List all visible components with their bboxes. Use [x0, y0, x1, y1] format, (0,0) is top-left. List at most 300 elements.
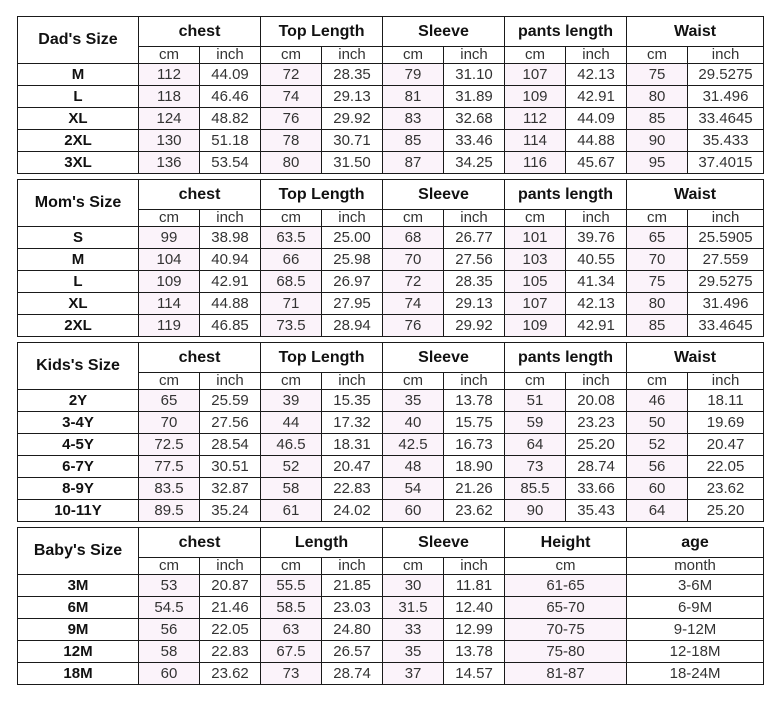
measurement-cell: 30 — [383, 575, 444, 597]
unit-label: cm — [261, 210, 322, 227]
unit-label: inch — [322, 558, 383, 575]
unit-label: inch — [566, 373, 627, 390]
unit-label: cm — [505, 210, 566, 227]
measurement-cell: 37.4015 — [688, 152, 764, 174]
column-group-header: Height — [505, 528, 627, 558]
column-group-header: chest — [139, 17, 261, 47]
measurement-cell: 70 — [383, 249, 444, 271]
measurement-cell: 85 — [627, 108, 688, 130]
column-group-header: Waist — [627, 180, 764, 210]
measurement-cell: 15.35 — [322, 390, 383, 412]
column-group-header: pants length — [505, 343, 627, 373]
measurement-cell: 46 — [627, 390, 688, 412]
size-label: 2XL — [18, 130, 139, 152]
measurement-cell: 27.95 — [322, 293, 383, 315]
table-row — [18, 412, 764, 434]
measurement-cell: 3-6M — [627, 575, 764, 597]
size-label: 3M — [18, 575, 139, 597]
measurement-cell: 42.13 — [566, 293, 627, 315]
measurement-cell: 83.5 — [139, 478, 200, 500]
measurement-cell: 35.433 — [688, 130, 764, 152]
measurement-cell: 101 — [505, 227, 566, 249]
table-row — [18, 641, 764, 663]
column-group-header: Top Length — [261, 180, 383, 210]
measurement-cell: 38.98 — [200, 227, 261, 249]
measurement-cell: 25.20 — [688, 500, 764, 522]
measurement-cell: 76 — [261, 108, 322, 130]
size-table — [17, 527, 764, 685]
unit-label: inch — [688, 47, 764, 64]
measurement-cell: 22.05 — [200, 619, 261, 641]
measurement-cell: 33.4645 — [688, 108, 764, 130]
measurement-cell: 53 — [139, 575, 200, 597]
measurement-cell: 21.26 — [444, 478, 505, 500]
measurement-cell: 64 — [627, 500, 688, 522]
measurement-cell: 79 — [383, 64, 444, 86]
measurement-cell: 24.80 — [322, 619, 383, 641]
measurement-cell: 72 — [261, 64, 322, 86]
column-group-header: pants length — [505, 17, 627, 47]
measurement-cell: 60 — [383, 500, 444, 522]
unit-label: inch — [200, 558, 261, 575]
measurement-cell: 29.92 — [444, 315, 505, 337]
measurement-cell: 85 — [627, 315, 688, 337]
measurement-cell: 27.56 — [200, 412, 261, 434]
size-label: XL — [18, 293, 139, 315]
measurement-cell: 118 — [139, 86, 200, 108]
unit-label: inch — [322, 373, 383, 390]
unit-label: inch — [200, 373, 261, 390]
measurement-cell: 18.90 — [444, 456, 505, 478]
size-label: S — [18, 227, 139, 249]
measurement-cell: 90 — [627, 130, 688, 152]
measurement-cell: 22.83 — [200, 641, 261, 663]
measurement-cell: 75-80 — [505, 641, 627, 663]
size-label: 2XL — [18, 315, 139, 337]
unit-label: cm — [627, 47, 688, 64]
unit-label: month — [627, 558, 764, 575]
measurement-cell: 25.98 — [322, 249, 383, 271]
size-label: M — [18, 64, 139, 86]
measurement-cell: 51.18 — [200, 130, 261, 152]
table-row — [18, 152, 764, 174]
size-label: 6-7Y — [18, 456, 139, 478]
measurement-cell: 65-70 — [505, 597, 627, 619]
measurement-cell: 67.5 — [261, 641, 322, 663]
size-label: 2Y — [18, 390, 139, 412]
measurement-cell: 58.5 — [261, 597, 322, 619]
measurement-cell: 42.5 — [383, 434, 444, 456]
column-group-header: chest — [139, 343, 261, 373]
size-table — [17, 342, 764, 522]
table-row — [18, 293, 764, 315]
measurement-cell: 17.32 — [322, 412, 383, 434]
measurement-cell: 68.5 — [261, 271, 322, 293]
measurement-cell: 61 — [261, 500, 322, 522]
measurement-cell: 58 — [139, 641, 200, 663]
column-group-header: Top Length — [261, 17, 383, 47]
measurement-cell: 23.62 — [200, 663, 261, 685]
unit-label: cm — [261, 47, 322, 64]
table-row — [18, 64, 764, 86]
table-row — [18, 249, 764, 271]
measurement-cell: 65 — [627, 227, 688, 249]
unit-label: cm — [139, 558, 200, 575]
measurement-cell: 90 — [505, 500, 566, 522]
measurement-cell: 21.46 — [200, 597, 261, 619]
measurement-cell: 56 — [139, 619, 200, 641]
measurement-cell: 20.47 — [688, 434, 764, 456]
measurement-cell: 52 — [261, 456, 322, 478]
measurement-cell: 13.78 — [444, 641, 505, 663]
measurement-cell: 81 — [383, 86, 444, 108]
unit-label: cm — [505, 558, 627, 575]
measurement-cell: 20.47 — [322, 456, 383, 478]
column-group-header: Sleeve — [383, 343, 505, 373]
measurement-cell: 119 — [139, 315, 200, 337]
measurement-cell: 60 — [627, 478, 688, 500]
measurement-cell: 80 — [627, 86, 688, 108]
measurement-cell: 60 — [139, 663, 200, 685]
unit-label: inch — [688, 210, 764, 227]
measurement-cell: 105 — [505, 271, 566, 293]
measurement-cell: 89.5 — [139, 500, 200, 522]
measurement-cell: 31.496 — [688, 86, 764, 108]
size-header: Kids's Size — [18, 343, 139, 390]
size-label: 8-9Y — [18, 478, 139, 500]
measurement-cell: 41.34 — [566, 271, 627, 293]
measurement-cell: 40.94 — [200, 249, 261, 271]
measurement-cell: 74 — [383, 293, 444, 315]
size-label: XL — [18, 108, 139, 130]
measurement-cell: 28.74 — [566, 456, 627, 478]
measurement-cell: 31.496 — [688, 293, 764, 315]
table-row — [18, 108, 764, 130]
measurement-cell: 63 — [261, 619, 322, 641]
measurement-cell: 73.5 — [261, 315, 322, 337]
table-row — [18, 619, 764, 641]
unit-label: inch — [566, 47, 627, 64]
measurement-cell: 56 — [627, 456, 688, 478]
measurement-cell: 70 — [139, 412, 200, 434]
measurement-cell: 68 — [383, 227, 444, 249]
measurement-cell: 29.92 — [322, 108, 383, 130]
measurement-cell: 74 — [261, 86, 322, 108]
measurement-cell: 12.99 — [444, 619, 505, 641]
measurement-cell: 66 — [261, 249, 322, 271]
size-header: Mom's Size — [18, 180, 139, 227]
measurement-cell: 136 — [139, 152, 200, 174]
measurement-cell: 25.20 — [566, 434, 627, 456]
measurement-cell: 27.56 — [444, 249, 505, 271]
measurement-cell: 59 — [505, 412, 566, 434]
measurement-cell: 32.87 — [200, 478, 261, 500]
measurement-cell: 22.05 — [688, 456, 764, 478]
measurement-cell: 103 — [505, 249, 566, 271]
measurement-cell: 12.40 — [444, 597, 505, 619]
measurement-cell: 130 — [139, 130, 200, 152]
table-row — [18, 227, 764, 249]
measurement-cell: 28.74 — [322, 663, 383, 685]
measurement-cell: 23.23 — [566, 412, 627, 434]
measurement-cell: 72 — [383, 271, 444, 293]
measurement-cell: 15.75 — [444, 412, 505, 434]
measurement-cell: 48 — [383, 456, 444, 478]
size-label: 9M — [18, 619, 139, 641]
measurement-cell: 35 — [383, 390, 444, 412]
measurement-cell: 39 — [261, 390, 322, 412]
measurement-cell: 23.03 — [322, 597, 383, 619]
measurement-cell: 20.87 — [200, 575, 261, 597]
measurement-cell: 109 — [505, 315, 566, 337]
measurement-cell: 42.13 — [566, 64, 627, 86]
measurement-cell: 22.83 — [322, 478, 383, 500]
measurement-cell: 77.5 — [139, 456, 200, 478]
measurement-cell: 35.43 — [566, 500, 627, 522]
measurement-cell: 85.5 — [505, 478, 566, 500]
measurement-cell: 24.02 — [322, 500, 383, 522]
measurement-cell: 114 — [505, 130, 566, 152]
table-row — [18, 500, 764, 522]
measurement-cell: 29.5275 — [688, 271, 764, 293]
measurement-cell: 35 — [383, 641, 444, 663]
measurement-cell: 14.57 — [444, 663, 505, 685]
unit-label: cm — [139, 210, 200, 227]
measurement-cell: 29.5275 — [688, 64, 764, 86]
size-header: Baby's Size — [18, 528, 139, 575]
measurement-cell: 81-87 — [505, 663, 627, 685]
measurement-cell: 28.35 — [322, 64, 383, 86]
column-group-header: chest — [139, 180, 261, 210]
measurement-cell: 26.97 — [322, 271, 383, 293]
measurement-cell: 26.77 — [444, 227, 505, 249]
size-table — [17, 16, 764, 174]
measurement-cell: 76 — [383, 315, 444, 337]
table-row — [18, 434, 764, 456]
measurement-cell: 71 — [261, 293, 322, 315]
measurement-cell: 35.24 — [200, 500, 261, 522]
measurement-cell: 18-24M — [627, 663, 764, 685]
measurement-cell: 75 — [627, 271, 688, 293]
measurement-cell: 25.59 — [200, 390, 261, 412]
measurement-cell: 73 — [261, 663, 322, 685]
measurement-cell: 80 — [261, 152, 322, 174]
measurement-cell: 85 — [383, 130, 444, 152]
measurement-cell: 39.76 — [566, 227, 627, 249]
column-group-header: Waist — [627, 17, 764, 47]
unit-label: inch — [444, 558, 505, 575]
unit-label: cm — [383, 558, 444, 575]
size-label: 18M — [18, 663, 139, 685]
column-group-header: Sleeve — [383, 180, 505, 210]
measurement-cell: 58 — [261, 478, 322, 500]
measurement-cell: 42.91 — [566, 315, 627, 337]
measurement-cell: 18.31 — [322, 434, 383, 456]
size-label: 12M — [18, 641, 139, 663]
measurement-cell: 42.91 — [200, 271, 261, 293]
size-label: 3XL — [18, 152, 139, 174]
measurement-cell: 32.68 — [444, 108, 505, 130]
measurement-cell: 50 — [627, 412, 688, 434]
size-label: L — [18, 271, 139, 293]
measurement-cell: 31.50 — [322, 152, 383, 174]
unit-label: cm — [139, 47, 200, 64]
unit-label: cm — [261, 558, 322, 575]
measurement-cell: 63.5 — [261, 227, 322, 249]
measurement-cell: 23.62 — [444, 500, 505, 522]
column-group-header: Sleeve — [383, 17, 505, 47]
column-group-header: age — [627, 528, 764, 558]
measurement-cell: 104 — [139, 249, 200, 271]
measurement-cell: 33.4645 — [688, 315, 764, 337]
unit-label: cm — [383, 373, 444, 390]
measurement-cell: 116 — [505, 152, 566, 174]
measurement-cell: 64 — [505, 434, 566, 456]
measurement-cell: 99 — [139, 227, 200, 249]
measurement-cell: 12-18M — [627, 641, 764, 663]
unit-label: cm — [139, 373, 200, 390]
unit-label: inch — [444, 373, 505, 390]
measurement-cell: 28.54 — [200, 434, 261, 456]
measurement-cell: 44.09 — [566, 108, 627, 130]
measurement-cell: 52 — [627, 434, 688, 456]
unit-label: inch — [566, 210, 627, 227]
size-table — [17, 179, 764, 337]
measurement-cell: 124 — [139, 108, 200, 130]
measurement-cell: 51 — [505, 390, 566, 412]
unit-label: inch — [200, 210, 261, 227]
unit-label: cm — [261, 373, 322, 390]
measurement-cell: 54 — [383, 478, 444, 500]
measurement-cell: 55.5 — [261, 575, 322, 597]
measurement-cell: 70-75 — [505, 619, 627, 641]
measurement-cell: 6-9M — [627, 597, 764, 619]
measurement-cell: 13.78 — [444, 390, 505, 412]
measurement-cell: 83 — [383, 108, 444, 130]
measurement-cell: 11.81 — [444, 575, 505, 597]
measurement-cell: 109 — [139, 271, 200, 293]
measurement-cell: 21.85 — [322, 575, 383, 597]
measurement-cell: 44.88 — [200, 293, 261, 315]
measurement-cell: 23.62 — [688, 478, 764, 500]
measurement-cell: 30.51 — [200, 456, 261, 478]
unit-label: inch — [322, 47, 383, 64]
measurement-cell: 31.10 — [444, 64, 505, 86]
measurement-cell: 44.88 — [566, 130, 627, 152]
unit-label: cm — [505, 47, 566, 64]
measurement-cell: 30.71 — [322, 130, 383, 152]
measurement-cell: 31.5 — [383, 597, 444, 619]
measurement-cell: 25.00 — [322, 227, 383, 249]
measurement-cell: 87 — [383, 152, 444, 174]
measurement-cell: 107 — [505, 293, 566, 315]
measurement-cell: 19.69 — [688, 412, 764, 434]
table-row — [18, 390, 764, 412]
measurement-cell: 44 — [261, 412, 322, 434]
measurement-cell: 72.5 — [139, 434, 200, 456]
measurement-cell: 40.55 — [566, 249, 627, 271]
column-group-header: Waist — [627, 343, 764, 373]
size-label: M — [18, 249, 139, 271]
measurement-cell: 9-12M — [627, 619, 764, 641]
measurement-cell: 45.67 — [566, 152, 627, 174]
measurement-cell: 33.46 — [444, 130, 505, 152]
unit-label: inch — [444, 210, 505, 227]
column-group-header: Sleeve — [383, 528, 505, 558]
column-group-header: pants length — [505, 180, 627, 210]
measurement-cell: 40 — [383, 412, 444, 434]
table-row — [18, 456, 764, 478]
measurement-cell: 61-65 — [505, 575, 627, 597]
size-label: 4-5Y — [18, 434, 139, 456]
size-label: 3-4Y — [18, 412, 139, 434]
measurement-cell: 46.46 — [200, 86, 261, 108]
table-row — [18, 597, 764, 619]
unit-label: inch — [200, 47, 261, 64]
size-chart — [17, 16, 763, 685]
unit-label: inch — [688, 373, 764, 390]
unit-label: cm — [383, 47, 444, 64]
measurement-cell: 44.09 — [200, 64, 261, 86]
unit-label: cm — [627, 210, 688, 227]
size-header: Dad's Size — [18, 17, 139, 64]
table-row — [18, 478, 764, 500]
size-label: 6M — [18, 597, 139, 619]
measurement-cell: 46.5 — [261, 434, 322, 456]
measurement-cell: 78 — [261, 130, 322, 152]
measurement-cell: 109 — [505, 86, 566, 108]
measurement-cell: 28.35 — [444, 271, 505, 293]
unit-label: cm — [627, 373, 688, 390]
unit-label: cm — [383, 210, 444, 227]
column-group-header: Top Length — [261, 343, 383, 373]
column-group-header: Length — [261, 528, 383, 558]
unit-label: inch — [444, 47, 505, 64]
measurement-cell: 46.85 — [200, 315, 261, 337]
measurement-cell: 95 — [627, 152, 688, 174]
measurement-cell: 34.25 — [444, 152, 505, 174]
measurement-cell: 75 — [627, 64, 688, 86]
measurement-cell: 112 — [505, 108, 566, 130]
table-row — [18, 86, 764, 108]
measurement-cell: 29.13 — [444, 293, 505, 315]
unit-label: cm — [505, 373, 566, 390]
table-row — [18, 663, 764, 685]
measurement-cell: 16.73 — [444, 434, 505, 456]
table-row — [18, 271, 764, 293]
measurement-cell: 31.89 — [444, 86, 505, 108]
measurement-cell: 18.11 — [688, 390, 764, 412]
measurement-cell: 70 — [627, 249, 688, 271]
table-row — [18, 315, 764, 337]
measurement-cell: 37 — [383, 663, 444, 685]
measurement-cell: 27.559 — [688, 249, 764, 271]
measurement-cell: 25.5905 — [688, 227, 764, 249]
measurement-cell: 26.57 — [322, 641, 383, 663]
column-group-header: chest — [139, 528, 261, 558]
measurement-cell: 114 — [139, 293, 200, 315]
table-row — [18, 130, 764, 152]
size-label: L — [18, 86, 139, 108]
measurement-cell: 53.54 — [200, 152, 261, 174]
measurement-cell: 29.13 — [322, 86, 383, 108]
measurement-cell: 33 — [383, 619, 444, 641]
unit-label: inch — [322, 210, 383, 227]
measurement-cell: 28.94 — [322, 315, 383, 337]
measurement-cell: 107 — [505, 64, 566, 86]
measurement-cell: 20.08 — [566, 390, 627, 412]
measurement-cell: 73 — [505, 456, 566, 478]
